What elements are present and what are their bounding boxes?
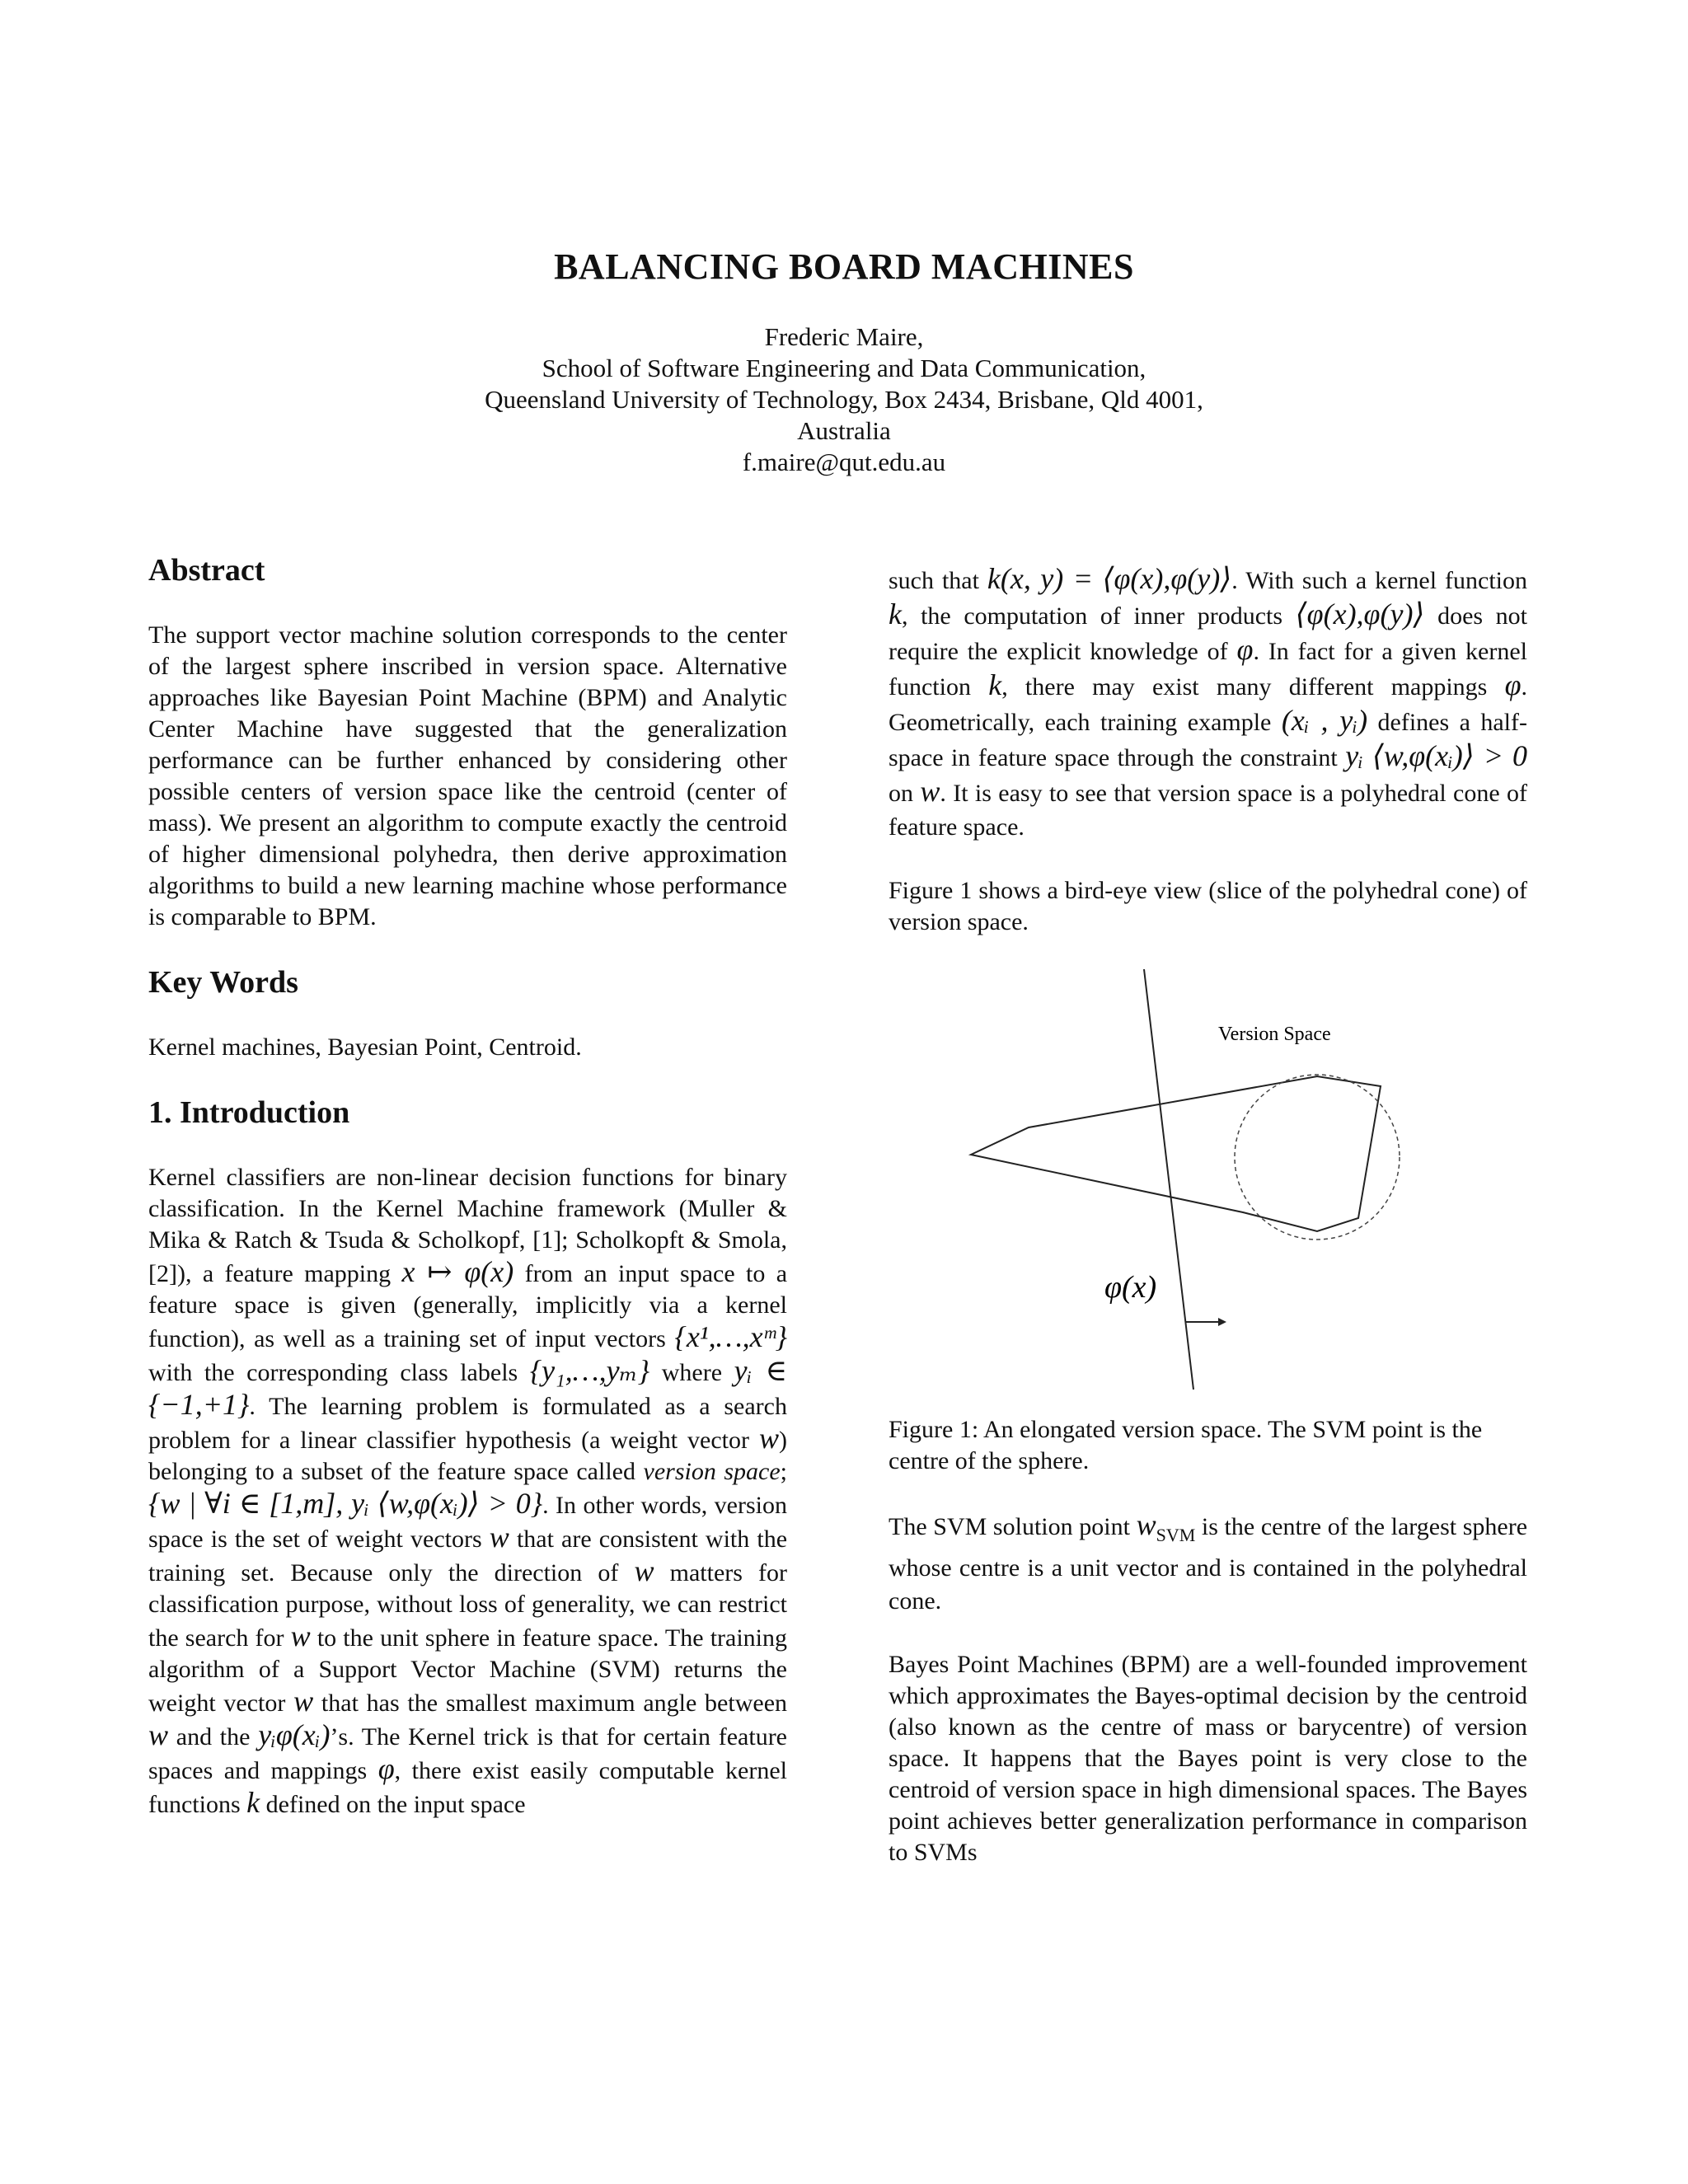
text-run: The SVM solution point	[889, 1513, 1130, 1540]
text-run: is the centre of the largest sphere whose centre is a unit vector and is contained in the polyhedral cone.	[889, 1513, 1528, 1615]
kernel-paragraph	[889, 562, 1527, 844]
math-y-phi: yᵢφ(xᵢ)	[258, 1718, 331, 1751]
math-w: w	[148, 1718, 169, 1751]
text-run: , the computation of inner products	[901, 602, 1283, 630]
version-space-label: Version Space	[1218, 1024, 1331, 1045]
math-phi: φ	[377, 1752, 395, 1785]
math-feature-map: x ↦ φ(x)	[401, 1255, 514, 1288]
text-run: does not require the explicit knowledge of	[889, 602, 1528, 665]
text-run: , there exist easily computable kernel functions	[148, 1757, 788, 1818]
term-version-space: version space	[643, 1458, 781, 1485]
text-run: where	[661, 1359, 723, 1386]
abstract-heading: Abstract	[148, 553, 265, 588]
math-training-pair: (xᵢ , yᵢ)	[1281, 704, 1368, 737]
math-label-domain: yᵢ ∈ {−1,+1}	[148, 1354, 787, 1421]
paper-title: BALANCING BOARD MACHINES	[554, 246, 1134, 287]
text-run: defines a half-space in feature space through the constraint	[889, 709, 1527, 771]
text-run: , there may exist many different mappings	[1001, 673, 1488, 701]
math-k: k	[988, 668, 1002, 701]
abstract-text: The support vector machine solution corresponds to the center of the largest sphere inscribed in version space. Alternative approaches like Bayesian Point Machine (BPM) and Analytic Center Machine have suggested that the generalization performance can be further enhanced by considering other possible centers of version space like the centroid (center of mass). We present an algorithm to compute exactly the centroid of higher dimensional polyhedra, then derive approximation algorithms to build a new learning machine whose performance is comparable to BPM.	[148, 621, 787, 930]
math-w-svm	[1136, 1508, 1196, 1546]
author-email: f.maire@qut.edu.au	[742, 448, 946, 476]
math-label-set: {y₁,…,yₘ}	[529, 1354, 650, 1387]
math-phi: φ	[1504, 668, 1522, 701]
introduction-paragraph	[148, 1162, 787, 1821]
author-name: Frederic Maire,	[764, 322, 924, 351]
text-run: . The learning problem is formulated as a search problem for a linear classifier hypothesis (a weight vector	[148, 1393, 787, 1454]
left-column	[148, 552, 787, 1852]
figure-caption: Figure 1: An elongated version space. The SVM point is the centre of the sphere.	[889, 1416, 1483, 1474]
text-run: . Geometrically, each training example	[889, 673, 1528, 736]
math-phi: φ	[1236, 633, 1254, 666]
math-w-symbol: w	[1136, 1508, 1156, 1541]
text-run: ;	[780, 1458, 788, 1485]
keywords-heading: Key Words	[148, 965, 298, 1000]
text-run: . In fact for a given kernel function	[889, 638, 1527, 701]
text-run: ) belonging to a subset of the feature space called	[148, 1427, 788, 1485]
figure-1	[889, 969, 1527, 1398]
text-run: such that	[889, 567, 979, 594]
svm-sphere	[1235, 1075, 1400, 1240]
text-run: . It is easy to see that version space is a polyhedral cone of feature space.	[889, 780, 1527, 841]
math-w: w	[489, 1521, 509, 1554]
math-k: k	[889, 598, 902, 630]
keywords-text: Kernel machines, Bayesian Point, Centroid.	[148, 1033, 582, 1061]
math-w: w	[920, 775, 940, 808]
phi-label: φ(x)	[1104, 1270, 1157, 1305]
svm-paragraph	[889, 1508, 1527, 1618]
text-run: defined on the input space	[265, 1791, 526, 1818]
bpm-paragraph: Bayes Point Machines (BPM) are a well-founded improvement which approximates the Bayes-optimal decision by the centroid (also known as the centre of mass or barycentre) of version space. It happens that the Bayes point is very close to the centroid of version space in high dimensional spaces. The Bayes point achieves better generalization performance in comparison to SVMs	[889, 1651, 1527, 1867]
math-version-space-def: {w | ∀i ∈ [1,m], yᵢ ⟨w,φ(xᵢ)⟩ > 0}	[148, 1487, 543, 1520]
text-run: with the corresponding class labels	[148, 1359, 518, 1386]
math-subscript: SVM	[1156, 1525, 1196, 1546]
math-input-set: {x¹,…,xᵐ}	[674, 1320, 787, 1353]
author-block	[0, 321, 1688, 478]
text-run: Kernel classifiers are non-linear decision functions for binary classification. In the Kernel Machine framework (Muller & Mika & Ratch & Tsuda & Scholkopf, [1]; Scholkopft & Smola, [2]), a feature mapping	[148, 1164, 787, 1287]
author-affiliation: School of Software Engineering and Data Communication,	[542, 354, 1146, 382]
author-address: Queensland University of Technology, Box 2434, Brisbane, Qld 4001,	[485, 385, 1203, 414]
math-constraint: yᵢ ⟨w,φ(xᵢ)⟩ > 0	[1345, 739, 1528, 772]
figure-intro-paragraph: Figure 1 shows a bird-eye view (slice of the polyhedral cone) of version space.	[889, 877, 1527, 935]
hyperplane-line	[1144, 969, 1193, 1390]
text-run: matters for classification purpose, without loss of generality, we can restrict the search for	[148, 1559, 788, 1652]
introduction-heading: 1. Introduction	[148, 1095, 350, 1130]
text-run: and the	[176, 1723, 251, 1750]
text-run: . With such a kernel function	[1231, 567, 1528, 594]
text-run: that has the smallest maximum angle between	[321, 1690, 788, 1717]
version-space-diagram	[889, 969, 1527, 1398]
arrow-head	[1218, 1318, 1226, 1326]
math-kernel-def: k(x, y) = ⟨φ(x),φ(y)⟩	[987, 562, 1232, 595]
math-w: w	[634, 1554, 654, 1587]
text-run: on	[889, 780, 913, 807]
text-run: that are consistent with the training set. Because only the direction of	[148, 1526, 788, 1586]
math-w: w	[290, 1619, 311, 1652]
text-run: to the unit sphere in feature space. The training algorithm of a Support Vector Machine (SVM) returns the weight vector	[148, 1624, 788, 1717]
text-run: . In other words, version space is the set of weight vectors	[148, 1492, 788, 1553]
math-w: w	[759, 1422, 780, 1455]
version-space-polygon	[971, 1076, 1381, 1231]
right-column	[889, 562, 1527, 1900]
math-w: w	[293, 1685, 314, 1718]
math-inner-product: ⟨φ(x),φ(y)⟩	[1295, 598, 1425, 630]
text-run: ’s. The Kernel trick is that for certain feature spaces and mappings	[148, 1723, 787, 1784]
math-k: k	[246, 1786, 260, 1819]
author-country: Australia	[797, 416, 891, 445]
text-run: from an input space to a feature space is given (generally, implicitly via a kernel function), as well as a training set of input vectors	[148, 1260, 788, 1352]
